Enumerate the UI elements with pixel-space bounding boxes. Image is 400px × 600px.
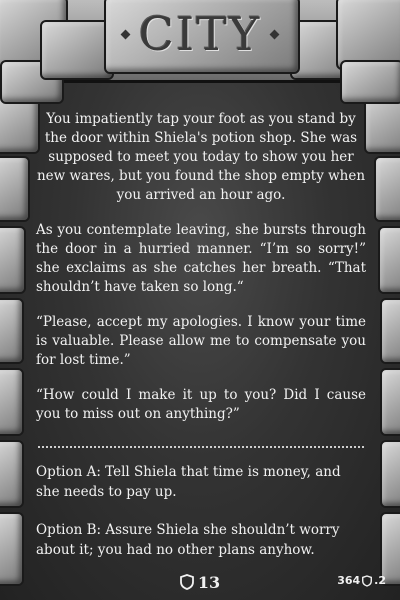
diamond-ornament-icon xyxy=(120,29,130,39)
diamond-ornament-icon xyxy=(270,29,280,39)
section-divider xyxy=(38,446,364,450)
options-list xyxy=(36,462,366,578)
title-plate xyxy=(110,2,290,66)
story-text xyxy=(36,110,366,440)
arch-stone xyxy=(0,440,24,508)
arch-stone xyxy=(378,226,400,294)
arch-stone xyxy=(0,298,24,364)
story-paragraph: “Please, accept my apologies. I know your time is valuable. Please allow me to compensate you for lost time.” xyxy=(36,314,366,368)
card-title: CITY xyxy=(138,7,262,61)
arch-stone xyxy=(0,156,30,222)
shield-number-badge xyxy=(172,568,228,596)
arch-stone xyxy=(380,368,400,436)
shield-icon xyxy=(180,574,194,590)
card-code-number: 364 xyxy=(337,574,361,587)
option-b[interactable]: Option B: Assure Shiela she shouldn’t worry about it; you had no other plans anyhow. xyxy=(36,522,340,558)
arch-stone xyxy=(0,368,24,436)
arch-stone xyxy=(340,60,400,104)
story-paragraph: You impatiently tap your foot as you stand by the door within Shiela's potion shop. She was supposed to meet you today to show you her new wares, but you found the shop empty when you arrived an hour ago. xyxy=(36,111,366,203)
shield-number: 13 xyxy=(197,572,221,592)
card-code-suffix: .2 xyxy=(374,574,386,587)
arch-stone xyxy=(40,20,114,80)
shield-icon xyxy=(362,575,372,587)
option-a[interactable]: Option A: Tell Shiela that time is money, and she needs to pay up. xyxy=(36,464,341,500)
arch-stone xyxy=(0,512,24,586)
arch-stone xyxy=(0,226,26,294)
arch-stone xyxy=(380,298,400,364)
arch-stone xyxy=(374,156,400,222)
story-paragraph: “How could I make it up to you? Did I cause you to miss out on anything?” xyxy=(36,387,366,422)
card-code xyxy=(337,574,386,587)
story-paragraph: As you contemplate leaving, she bursts through the door in a hurried manner. “I’m so sorry!” she exclaims as she catches her breath. “That shouldn’t have taken so long.“ xyxy=(36,222,366,295)
arch-stone xyxy=(380,440,400,508)
